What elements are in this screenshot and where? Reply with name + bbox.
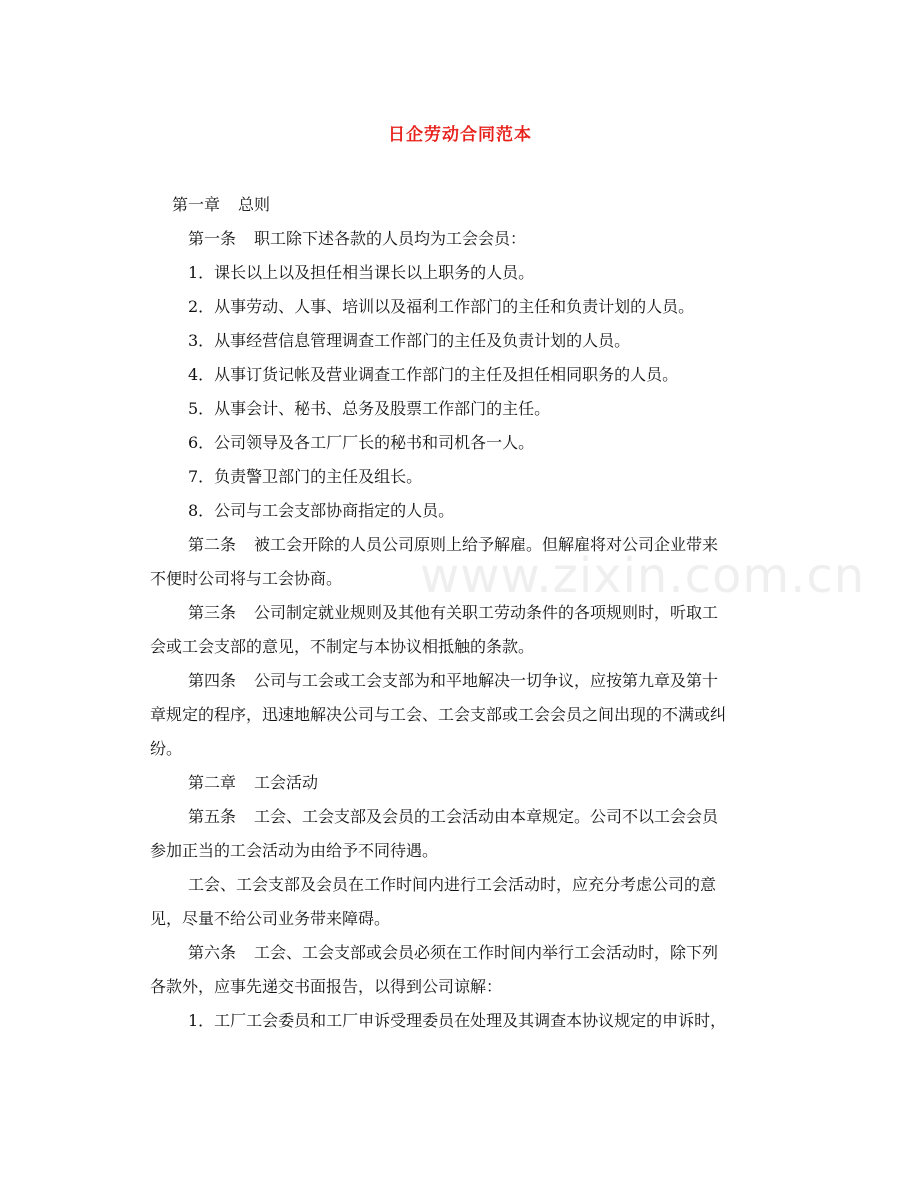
- watermark: www.zixin.com.cn: [420, 548, 866, 604]
- list-item: 1．工厂工会委员和工厂申诉受理委员在处理及其调查本协议规定的申诉时，: [188, 1011, 727, 1030]
- list-item: 5．从事会计、秘书、总务及股票工作部门的主任。: [188, 399, 551, 418]
- list-item: 4．从事订货记帐及营业调查工作部门的主任及担任相同职务的人员。: [188, 365, 679, 384]
- chapter-heading: 第一章 总则: [172, 195, 271, 214]
- chapter-heading: 第二章 工会活动: [188, 773, 319, 792]
- list-item: 2．从事劳动、人事、培训以及福利工作部门的主任和负责计划的人员。: [188, 297, 695, 316]
- article-2: 第二条 被工会开除的人员公司原则上给予解雇。但解雇将对公司企业带来 不便时公司将与工会协商。: [150, 535, 719, 588]
- article-5: 第五条 工会、工会支部及会员的工会活动由本章规定。公司不以工会会员 参加正当的工会活动为由给予不同待遇。: [150, 807, 719, 860]
- list-item: 6．公司领导及各工厂厂长的秘书和司机各一人。: [188, 433, 535, 452]
- list-item: 8．公司与工会支部协商指定的人员。: [188, 501, 455, 520]
- article-6: 第六条 工会、工会支部或会员必须在工作时间内举行工会活动时，除下列 各款外，应事先递交书面报告，以得到公司谅解：: [150, 943, 719, 996]
- document-body: [150, 188, 790, 1038]
- article-4: 第四条 公司与工会或工会支部为和平地解决一切争议，应按第九章及第十 章规定的程序，迅速地解决公司与工会、工会支部或工会会员之间出现的不满或纠 纷。: [150, 671, 727, 758]
- document-title: 日企劳动合同范本: [388, 125, 532, 145]
- article-5-paragraph: 工会、工会支部及会员在工作时间内进行工会活动时，应充分考虑公司的意 见，尽量不给公司业务带来障碍。: [150, 875, 717, 928]
- list-item: 7．负责警卫部门的主任及组长。: [188, 467, 423, 486]
- article-3: 第三条 公司制定就业规则及其他有关职工劳动条件的各项规则时，听取工 会或工会支部的意见，不制定与本协议相抵触的条款。: [150, 603, 719, 656]
- list-item: 1．课长以上以及担任相当课长以上职务的人员。: [188, 263, 535, 282]
- article-1: 第一条 职工除下述各款的人员均为工会会员：: [188, 229, 527, 248]
- list-item: 3．从事经营信息管理调查工作部门的主任及负责计划的人员。: [188, 331, 631, 350]
